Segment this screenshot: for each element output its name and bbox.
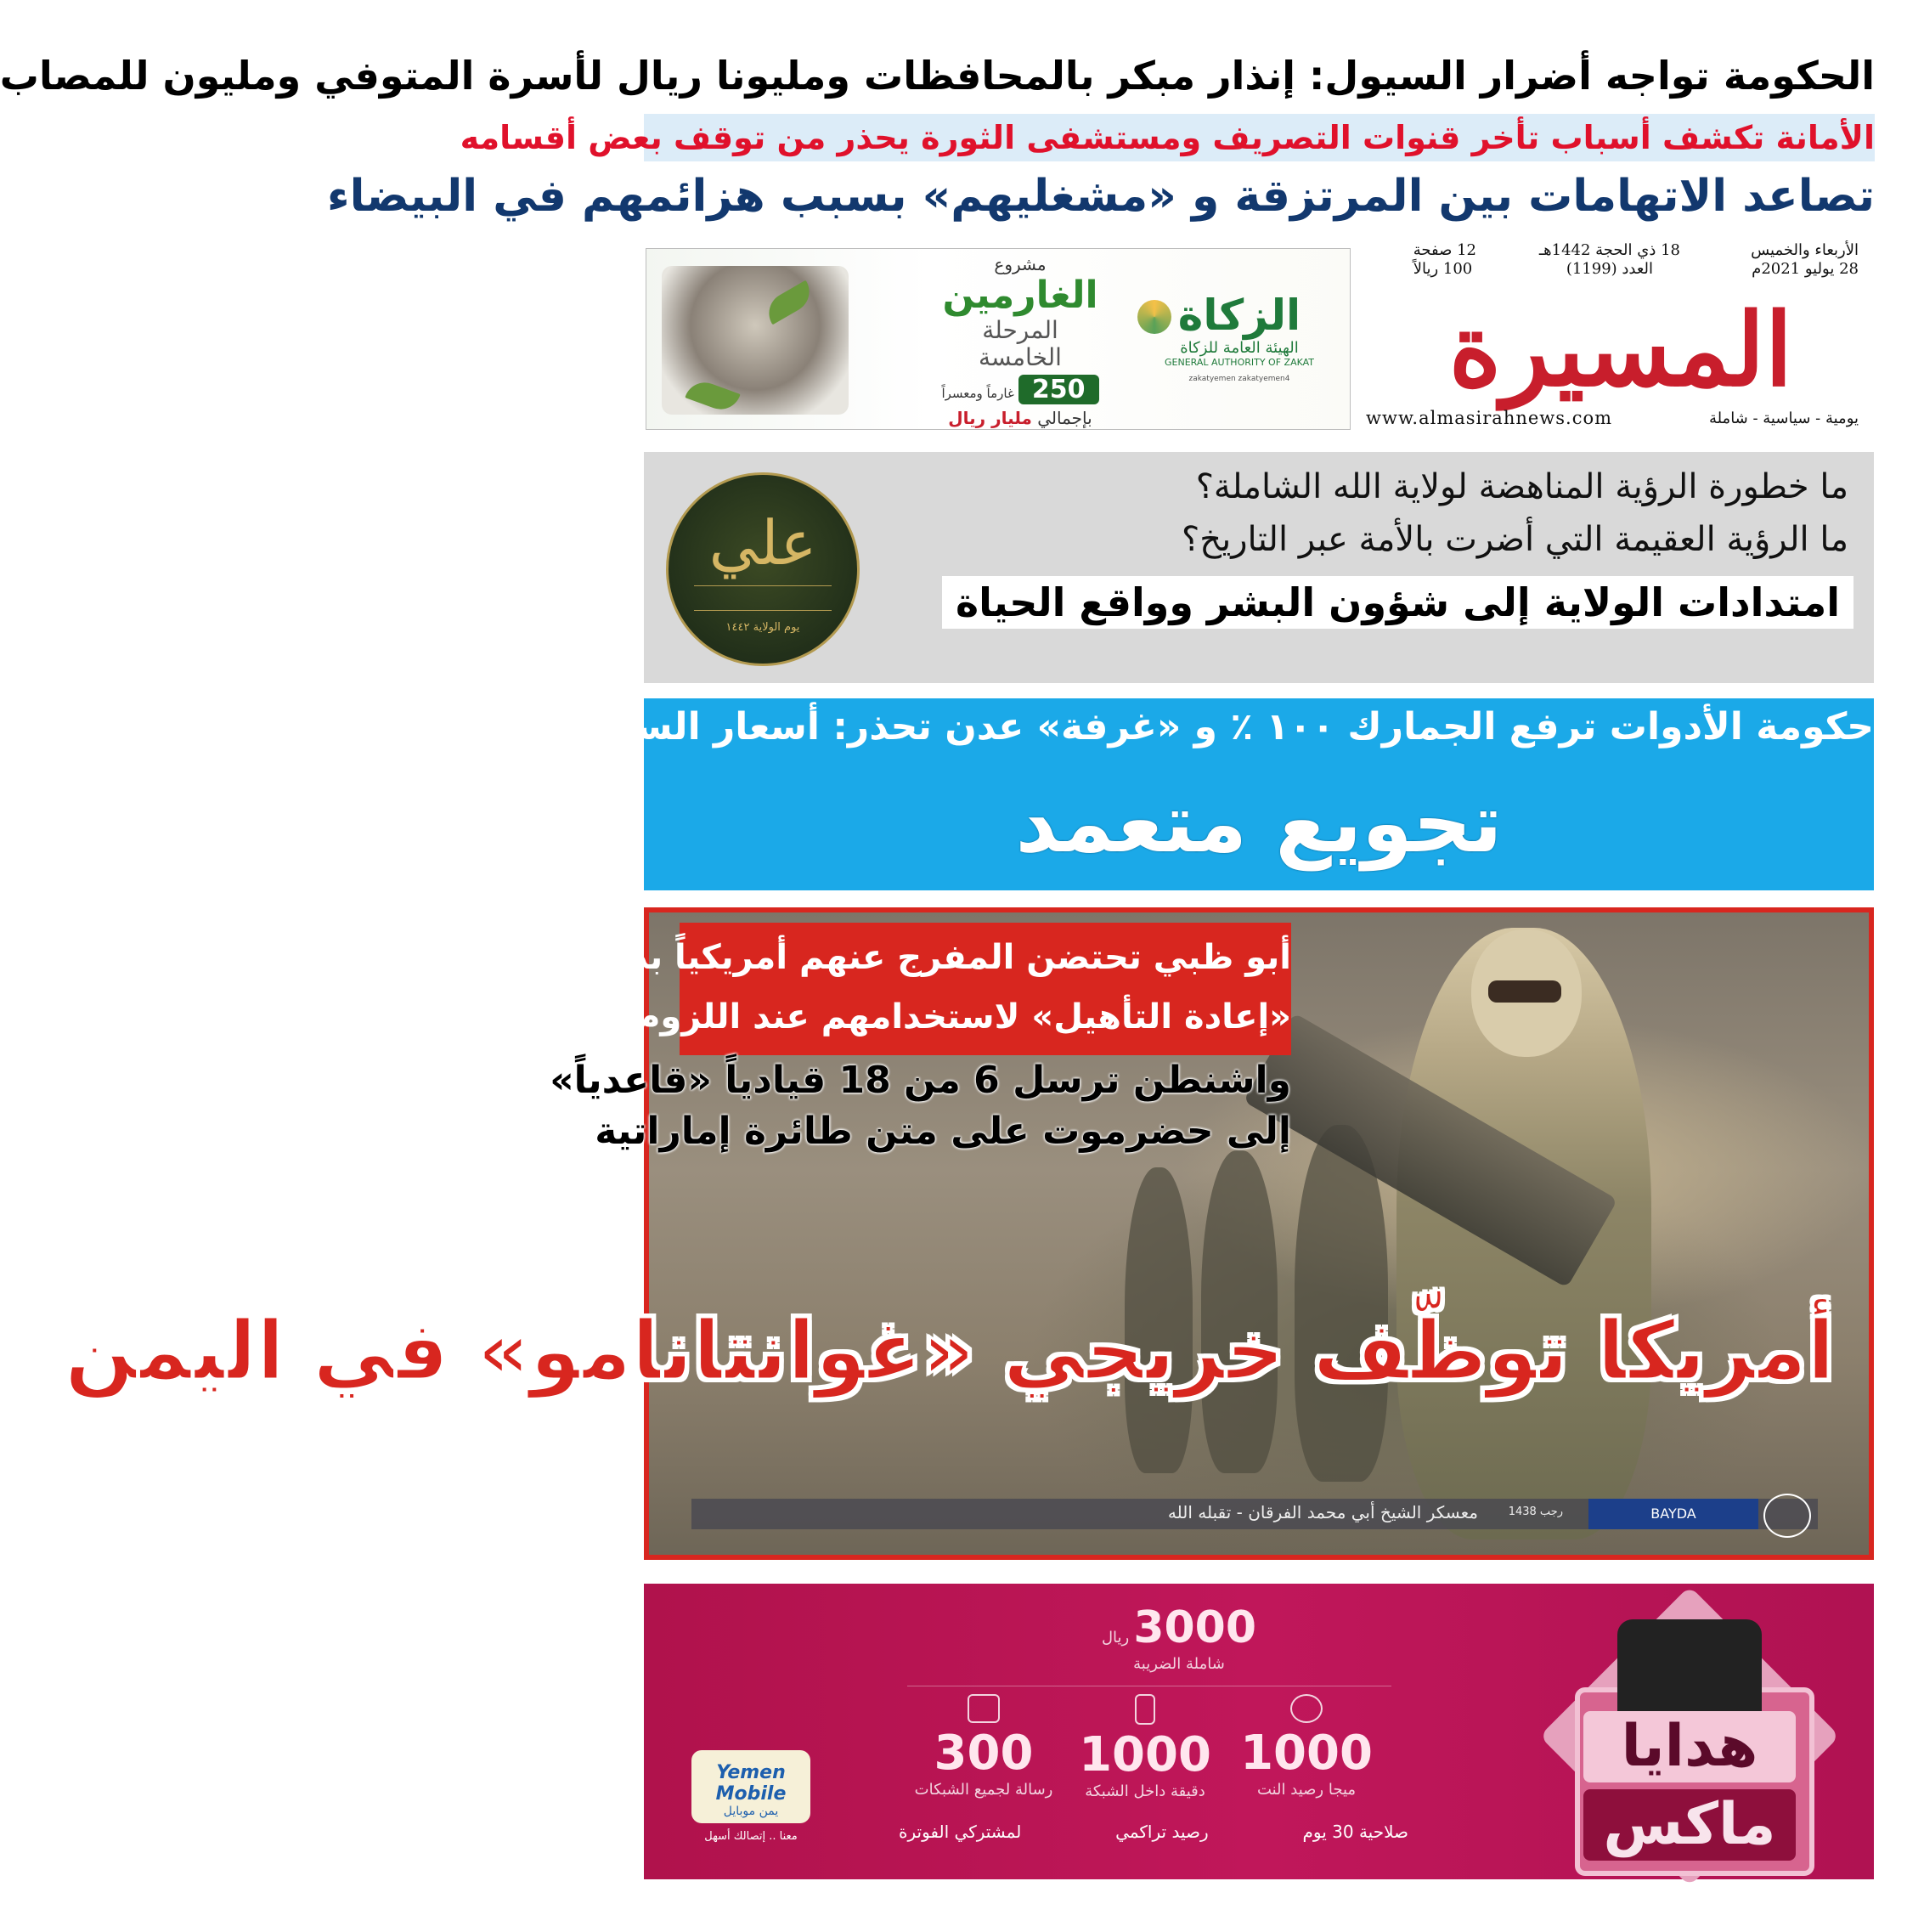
hijri-date: 18 ذي الحجة 1442هـ xyxy=(1538,241,1680,259)
feature-question-2: ما الرؤية العقيمة التي أضرت بالأمة عبر التاريخ؟ xyxy=(1182,520,1848,559)
page-count: 12 صفحة xyxy=(1413,241,1476,259)
mobile-phone-icon xyxy=(1135,1694,1155,1725)
issue-number: العدد (1199) xyxy=(1566,260,1654,278)
photo-caption-bar xyxy=(691,1499,1818,1529)
price-stat xyxy=(1052,1601,1306,1673)
beneficiaries-label: غارماً ومعسراً xyxy=(941,386,1014,401)
lead-story[interactable] xyxy=(65,907,1874,1560)
feature-question-1: ما خطورة الرؤية المناهضة لولاية الله الشاملة؟ xyxy=(1195,467,1848,506)
lead-headline: أمريكا توظّف خريجي «غوانتانامو» في اليمن xyxy=(65,1303,1835,1398)
internet-label: ميجا رصيد النت xyxy=(1256,1781,1357,1799)
feature-box[interactable] xyxy=(644,452,1874,683)
caption-place: BAYDA xyxy=(1588,1499,1758,1529)
project-phase-1: المرحلة xyxy=(982,316,1058,344)
validity: صلاحية 30 يوم xyxy=(1302,1822,1408,1842)
minutes-value: 1000 xyxy=(1079,1727,1211,1782)
feature-title: امتدادات الولاية إلى شؤون البشر وواقع الحياة xyxy=(942,576,1853,629)
newspaper-logo: المسيرة xyxy=(1448,291,1793,409)
sms-value: 300 xyxy=(934,1726,1034,1781)
badge-ornament xyxy=(694,585,832,611)
figure-eyes xyxy=(1488,980,1561,1003)
economy-story[interactable] xyxy=(375,698,1874,890)
yemen-mobile-advertisement[interactable] xyxy=(644,1584,1874,1879)
zakat-logo xyxy=(1154,291,1324,383)
offer-house xyxy=(1549,1594,1830,1874)
balance-note: رصيد تراكمي xyxy=(1115,1822,1209,1842)
beneficiaries-count: 250 xyxy=(1018,375,1099,404)
phone-icon xyxy=(1617,1619,1762,1713)
headline-top: الحكومة تواجه أضرار السيول: إنذار مبكر بالمحافظات ومليونا ريال لأسرة المتوفي ومليون للمصاب xyxy=(0,53,1875,99)
globe-icon xyxy=(1290,1694,1323,1723)
project-label: مشروع xyxy=(994,254,1047,274)
masthead xyxy=(1366,240,1876,435)
brand-name-ar: يمن موبايل xyxy=(723,1805,779,1818)
internet-value: 1000 xyxy=(1240,1726,1373,1781)
lead-subhead-2: إلى حضرموت على متن طائرة إماراتية xyxy=(595,1110,1291,1153)
lead-photo xyxy=(65,912,1869,1555)
zakat-wordmark: الزكاة xyxy=(1177,291,1301,340)
lead-kicker-1: أبو ظبي تحتضن المفرج عنهم أمريكياً بذريعة xyxy=(558,938,1291,977)
project-name: الغارمين xyxy=(942,274,1098,317)
price-currency: ريال xyxy=(1101,1629,1130,1647)
offer-conditions xyxy=(899,1822,1408,1842)
weekday: الأربعاء والخميس xyxy=(1751,241,1859,259)
zakat-social-handles: zakatyemen zakatyemen4 xyxy=(1188,375,1290,383)
badge-caption: يوم الولاية ١٤٤٢ xyxy=(725,621,800,634)
economy-kicker: حكومة الأدوات ترفع الجمارك ١٠٠ ٪ و «غرفة» عدن تحذر: أسعار السلع إلى الضعف xyxy=(375,705,1874,749)
headline-third: تصاعد الاتهامات بين المرتزقة و «مشغليهم» بسبب هزائمهم في البيضاء xyxy=(326,171,1875,222)
date-block xyxy=(1751,241,1859,279)
brand-slogan: معنا .. إتصالك أسهل xyxy=(704,1830,798,1843)
minutes-stat xyxy=(1052,1694,1238,1800)
lead-kicker-2: «إعادة التأهيل» لاستخدامهم عند اللزوم xyxy=(635,997,1291,1037)
wilayah-badge xyxy=(666,472,860,666)
sms-label: رسالة لجميع الشبكات xyxy=(914,1781,1053,1799)
postpaid-note: لمشتركي الفوترة xyxy=(899,1822,1022,1842)
lead-subhead-1: واشنطن ترسل 6 من 18 قيادياً «قاعدياً» xyxy=(550,1059,1291,1102)
total-value: مليار ريال xyxy=(948,408,1032,428)
brand-name-en: Yemen Mobile xyxy=(715,1762,787,1805)
price-value: 3000 xyxy=(1133,1602,1257,1653)
leaf-icon xyxy=(685,377,740,415)
project-block xyxy=(918,254,1122,428)
ad-photo-embrace xyxy=(662,266,849,415)
gregorian-date: 28 يوليو 2021م xyxy=(1752,260,1859,278)
caption-date: رجب 1438 xyxy=(1508,1505,1563,1518)
offer-title-2: ماكس xyxy=(1583,1789,1796,1861)
economy-headline: تجويع متعمد xyxy=(1015,776,1503,871)
leaf-icon xyxy=(762,280,817,325)
price-block xyxy=(1413,241,1476,279)
caption-text: معسكر الشيخ أبي محمد الفرقان - تقبله الله xyxy=(1167,1502,1478,1522)
offer-title-1: هدايا xyxy=(1583,1711,1796,1782)
price: 100 ريالاً xyxy=(1413,260,1473,278)
zakat-org-name-ar: الهيئة العامة للزكاة xyxy=(1180,339,1299,357)
website-link[interactable]: www.almasirahnews.com xyxy=(1366,408,1613,428)
headline-second: الأمانة تكشف أسباب تأخر قنوات التصريف ومستشفى الثورة يحذر من توقف بعض أقسامه xyxy=(644,114,1875,161)
total-line xyxy=(918,408,1122,428)
minutes-label: دقيقة داخل الشبكة xyxy=(1085,1782,1205,1800)
zakat-advertisement[interactable] xyxy=(646,248,1351,430)
yemen-mobile-logo xyxy=(691,1750,810,1823)
envelope-icon xyxy=(968,1694,1000,1723)
zakat-org-name-en: GENERAL AUTHORITY OF ZAKAT xyxy=(1165,357,1314,368)
price-label: شاملة الضريبة xyxy=(1133,1655,1225,1673)
issue-block xyxy=(1539,241,1680,279)
channel-logo-icon xyxy=(1763,1494,1811,1538)
sms-stat xyxy=(899,1694,1069,1799)
badge-calligraphy: علي xyxy=(708,507,817,579)
total-label: بإجمالي xyxy=(1037,408,1092,428)
internet-stat xyxy=(1213,1694,1400,1799)
tagline: يومية - سياسية - شاملة xyxy=(1708,410,1859,427)
project-phase-2: الخامسة xyxy=(979,343,1062,371)
kicker-box xyxy=(558,923,1291,1055)
